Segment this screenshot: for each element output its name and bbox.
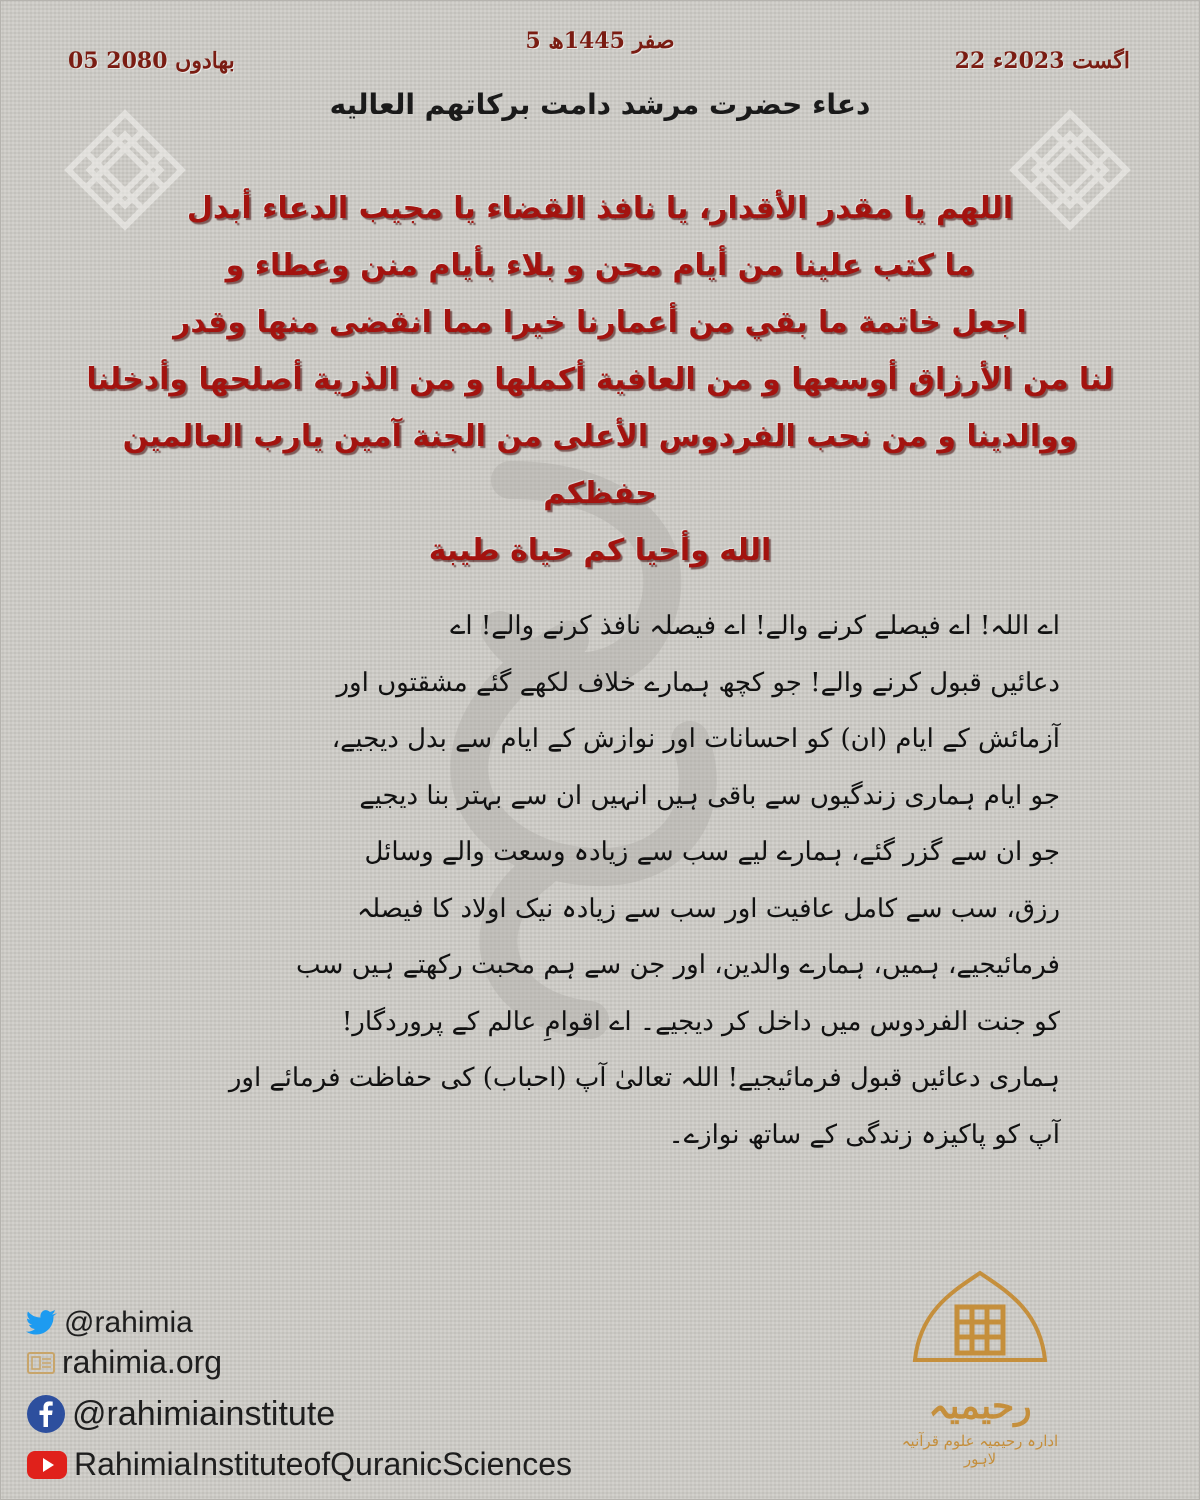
urdu-translation <box>140 598 1060 1163</box>
urdu-line: جو ایام ہماری زندگیوں سے باقی ہیں انہیں ان سے بہتر بنا دیجیے <box>359 780 1060 811</box>
social-website-link[interactable] <box>26 1344 222 1381</box>
logo-name: رحیمیہ <box>928 1385 1032 1427</box>
twitter-handle: @rahimia <box>64 1306 193 1339</box>
website-url: rahimia.org <box>62 1344 223 1380</box>
date-gregorian: 22 اگست 2023ء <box>954 48 1130 74</box>
urdu-line: آزمائش کے ایام (ان) کو احسانات اور نوازش کے ایام سے بدل دیجیے، <box>331 724 1060 754</box>
rahimia-logo-icon <box>895 1265 1065 1405</box>
youtube-channel: RahimiaInstituteofQuranicSciences <box>74 1446 573 1482</box>
urdu-line: دعائیں قبول کرنے والے! جو کچھ ہمارے خلاف لکھے گئے مشقتوں اور <box>336 667 1060 698</box>
social-youtube-link[interactable] <box>26 1446 572 1483</box>
facebook-icon <box>26 1394 66 1434</box>
date-bikrami: 05 بھادوں 2080 <box>68 48 235 74</box>
twitter-bird-icon <box>26 1309 58 1337</box>
arabic-dua <box>80 180 1120 579</box>
logo-subtitle: ادارہ رحیمیہ علوم قرآنیہ لاہور <box>901 1432 1059 1468</box>
prayer-title: دعاء حضرت مرشد دامت برکاتهم العالیه <box>329 88 871 121</box>
urdu-line: اے اللہ! اے فیصلے کرنے والے! اے فیصلہ نافذ کرنے والے! اے <box>450 611 1060 641</box>
date-hijri: 5 صفر 1445ھ <box>525 28 675 54</box>
urdu-line: کو جنت الفردوس میں داخل کر دیجیے۔ اے اقوامِ عالم کے پروردگار! <box>341 1006 1060 1037</box>
youtube-icon <box>26 1450 68 1480</box>
arabic-line: اللهم يا مقدر الأقدار، يا نافذ القضاء يا مجيب الدعاء أبدل <box>186 191 1014 226</box>
facebook-handle: @rahimiainstitute <box>72 1394 336 1433</box>
urdu-line: ہماری دعائیں قبول فرمائیجیے! اللہ تعالیٰ آپ (احباب) کی حفاظت فرمائے اور <box>228 1063 1060 1093</box>
social-facebook-link[interactable] <box>26 1394 335 1434</box>
urdu-line: جو ان سے گزر گئے، ہمارے لیے سب سے زیادہ وسعت والے وسائل <box>364 837 1060 867</box>
social-twitter-link[interactable] <box>26 1306 193 1340</box>
urdu-line: آپ کو پاکیزہ زندگی کے ساتھ نوازے۔ <box>668 1119 1060 1150</box>
urdu-line: رزق، سب سے کامل عافیت اور سب سے زیادہ نیک اولاد کا فیصلہ <box>356 893 1060 924</box>
arabic-line: ووالدينا و من نحب الفردوس الأعلى من الجنة آمين يارب العالمين حفظكم <box>122 419 1078 511</box>
website-icon <box>26 1350 56 1376</box>
urdu-line: فرمائیجیے، ہمیں، ہمارے والدین، اور جن سے ہم محبت رکھتے ہیں سب <box>296 950 1060 980</box>
arabic-line: ما كتب علينا من أيام محن و بلاء بأيام منن وعطاء و <box>225 248 975 283</box>
arabic-line: لنا من الأرزاق أوسعها و من العافية أكملها و من الذرية أصلحها وأدخلنا <box>86 362 1114 397</box>
arabic-line: اجعل خاتمة ما بقي من أعمارنا خيرا مما انقضى منها وقدر <box>173 305 1027 340</box>
arabic-line: الله وأحيا كم حياة طيبة <box>428 533 772 568</box>
